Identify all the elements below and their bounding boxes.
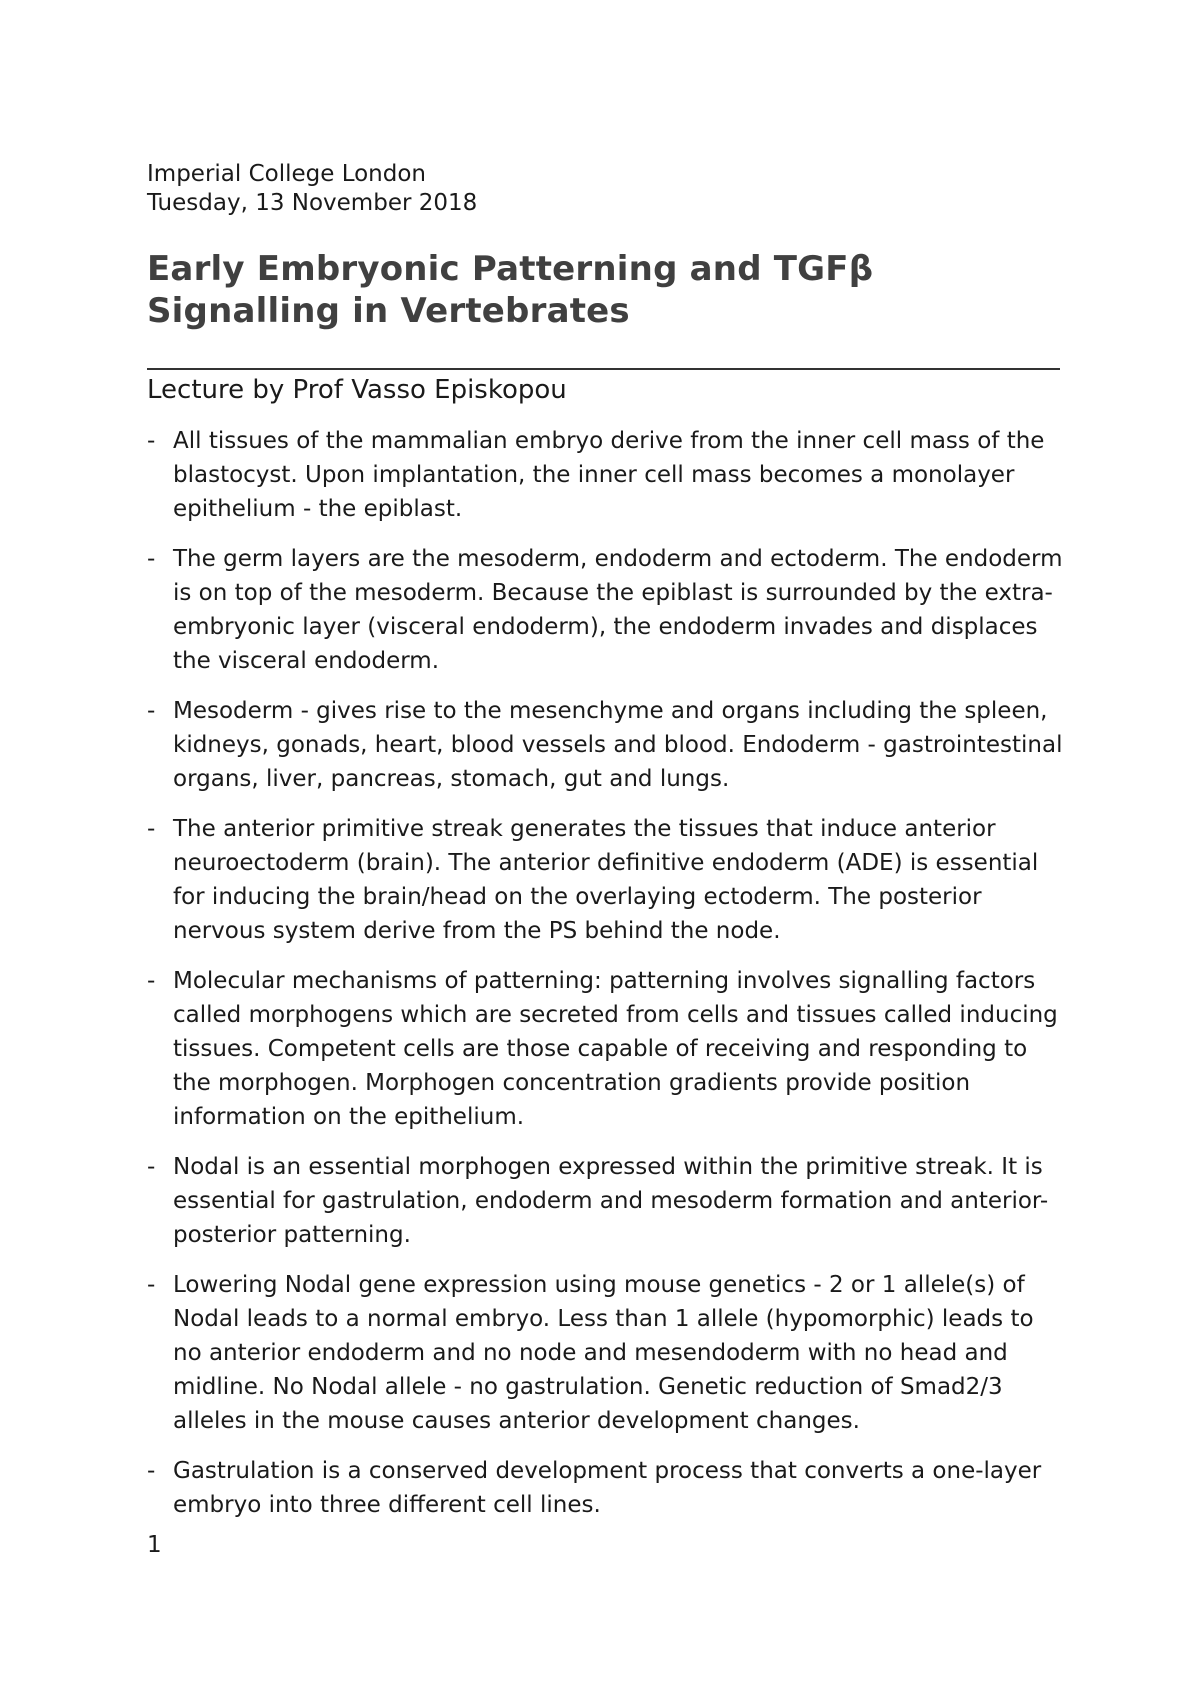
list-item-text: Lowering Nodal gene expression using mouse genetics - 2 or 1 allele(s) of Nodal leads to a normal embryo. Less than 1 allele (hypomorphic) leads to no anterior endoderm and no node and mesendoderm with no head and midline. No Nodal allele - no gastrulation. Genetic reduction of Smad2/3 alleles in the mouse causes anterior development changes. xyxy=(173,1272,1034,1434)
bullet-dash: - xyxy=(147,1154,156,1180)
lecture-date: Tuesday, 13 November 2018 xyxy=(147,190,478,216)
list-item-text: Gastrulation is a conserved development process that converts a one-layer embryo into three different cell lines. xyxy=(173,1458,1042,1518)
list-item-text: Molecular mechanisms of patterning: patterning involves signalling factors called morphogens which are secreted from cells and tissues called inducing tissues. Competent cells are those capable of receiving and responding to the morphogen. Morphogen concentration gradients provide position information on the epithelium. xyxy=(173,968,1058,1130)
bullet-dash: - xyxy=(147,968,156,994)
title-divider xyxy=(147,368,1060,370)
list-item xyxy=(147,424,1067,526)
list-item xyxy=(147,1454,1067,1522)
document-title: Early Embryonic Patterning and TGFβ Signalling in Vertebrates xyxy=(147,249,874,331)
bullet-dash: - xyxy=(147,1458,156,1484)
list-item xyxy=(147,964,1067,1134)
list-item xyxy=(147,542,1067,678)
list-item-text: Mesoderm - gives rise to the mesenchyme and organs including the spleen, kidneys, gonads, heart, blood vessels and blood. Endoderm - gastrointestinal organs, liver, pancreas, stomach, gut and lungs. xyxy=(173,698,1063,792)
institution-name: Imperial College London xyxy=(147,161,427,187)
list-item xyxy=(147,812,1067,948)
bullet-dash: - xyxy=(147,546,156,572)
bullet-dash: - xyxy=(147,816,156,842)
lecturer-subtitle: Lecture by Prof Vasso Episkopou xyxy=(147,375,567,405)
bullet-dash: - xyxy=(147,1272,156,1298)
page-number: 1 xyxy=(147,1532,162,1558)
document-page xyxy=(147,160,1067,1538)
bullet-dash: - xyxy=(147,698,156,724)
list-item-text: Nodal is an essential morphogen expressed within the primitive streak. It is essential for gastrulation, endoderm and mesoderm formation and anterior-posterior patterning. xyxy=(173,1154,1049,1248)
list-item xyxy=(147,1150,1067,1252)
list-item-text: The germ layers are the mesoderm, endoderm and ectoderm. The endoderm is on top of the mesoderm. Because the epiblast is surrounded by the extra-embryonic layer (visceral endoderm), the endoderm invades and displaces the visceral endoderm. xyxy=(173,546,1063,674)
notes-list xyxy=(147,424,1067,1522)
list-item-text: All tissues of the mammalian embryo derive from the inner cell mass of the blastocyst. Upon implantation, the inner cell mass becomes a monolayer epithelium - the epiblast. xyxy=(173,428,1045,522)
list-item-text: The anterior primitive streak generates the tissues that induce anterior neuroectoderm (brain). The anterior definitive endoderm (ADE) is essential for inducing the brain/head on the overlaying ectoderm. The posterior nervous system derive from the PS behind the node. xyxy=(173,816,1039,944)
list-item xyxy=(147,694,1067,796)
bullet-dash: - xyxy=(147,428,156,454)
list-item xyxy=(147,1268,1067,1438)
